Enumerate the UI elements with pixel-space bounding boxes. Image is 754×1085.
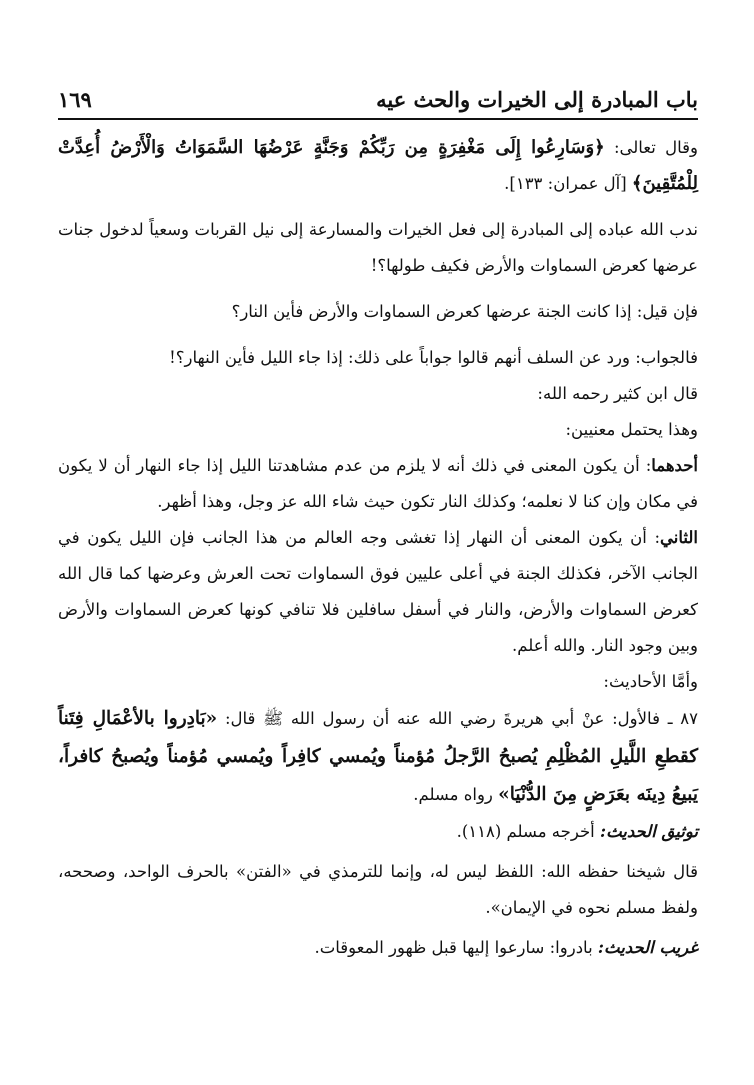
second-meaning-text: : أن يكون المعنى أن النهار إذا تغشى وجه العالم من هذا الجانب فإن الليل يكون في الجانب الآخر، فكذلك الجنة في أعلى عليين فوق السماوات تحت العرش وعرضها كما قال الله كعرض السماوات والأرض، والنار في أسفل سافلين فلا تنافي كونها كعرض السماوات والأرض وبين وجود النار. والله أعلم. (58, 528, 698, 655)
ibn-kathir-line: قال ابن كثير رحمه الله: (537, 384, 698, 403)
hadith-intro: ٨٧ ـ فالأول: عنْ أبي هريرةَ رضي الله عنه أن رسول الله ﷺ قال: (217, 709, 698, 728)
intro-paragraph: ندب الله عباده إلى المبادرة إلى فعل الخيرات والمسارعة إلى نيل القربات وسعياً لدخول جنات عرضها كعرض السماوات والأرض فكيف طولها؟! (58, 220, 698, 275)
takhrij-line (58, 814, 698, 850)
first-meaning (58, 448, 698, 520)
quran-verse: ﴿وَسَارِعُوا إِلَى مَغْفِرَةٍ مِن رَبِّكُمْ وَجَنَّةٍ عَرْضُهَا السَّمَوَاتُ وَالْأَرْضُ أُعِدَّتْ لِلْمُتَّقِينَ﴾ (58, 137, 698, 194)
takhrij-text: أخرجه مسلم (١١٨). (456, 822, 600, 841)
gharib-line (58, 930, 698, 966)
hadith-text: «بَادِروا بالأعْمَالِ فِتَناً كقطعِ اللَّيلِ المُظْلِمِ يُصبحُ الرَّجلُ مُؤمناً ويُمسي كافِراً ويُمسي مُؤمناً ويُصبحُ كافراً، يَبيعُ دِينَه بعَرَضٍ مِنَ الدُّنْيَا» (58, 708, 698, 805)
verse-reference: [آل عمران: ١٣٣]. (504, 174, 632, 193)
takhrij-label: توثيق الحديث: (599, 822, 698, 841)
gharib-label: غريب الحديث: (597, 938, 698, 957)
two-meanings-line: وهذا يحتمل معنيين: (565, 420, 698, 439)
verse-intro: وقال تعالى: (604, 138, 698, 157)
chapter-title: باب المبادرة إلى الخيرات والحث عيه (376, 87, 698, 112)
second-meaning (58, 520, 698, 664)
running-header (58, 82, 698, 116)
question-paragraph: فإن قيل: إذا كانت الجنة عرضها كعرض السماوات والأرض فأين النار؟ (231, 302, 698, 321)
second-meaning-label: الثاني (660, 528, 698, 547)
hadith-source: رواه مسلم. (413, 785, 499, 804)
book-page (58, 82, 698, 966)
hadiths-heading: وأمَّا الأحاديث: (603, 672, 698, 691)
first-meaning-label: أحدهما (651, 456, 698, 475)
sheikh-note: قال شيخنا حفظه الله: اللفظ ليس له، وإنما للترمذي في «الفتن» بالحرف الواحد، وصححه، ولفظ مسلم نحوه في الإيمان». (58, 862, 698, 917)
first-meaning-text: : أن يكون المعنى في ذلك أنه لا يلزم من عدم مشاهدتنا الليل إذا جاء النهار أن لا يكون في مكان وإن كنا لا نعلمه؛ وكذلك النار تكون حيث شاء الله عز وجل، وهذا أظهر. (58, 456, 698, 511)
page-number: ١٦٩ (58, 87, 92, 112)
gharib-text: بادروا: سارعوا إليها قبل ظهور المعوقات. (314, 938, 598, 957)
verse-paragraph (58, 130, 698, 202)
answer-paragraph: فالجواب: ورد عن السلف أنهم قالوا جواباً على ذلك: إذا جاء الليل فأين النهار؟! (169, 348, 698, 367)
header-divider (58, 118, 698, 120)
hadith-87 (58, 700, 698, 814)
